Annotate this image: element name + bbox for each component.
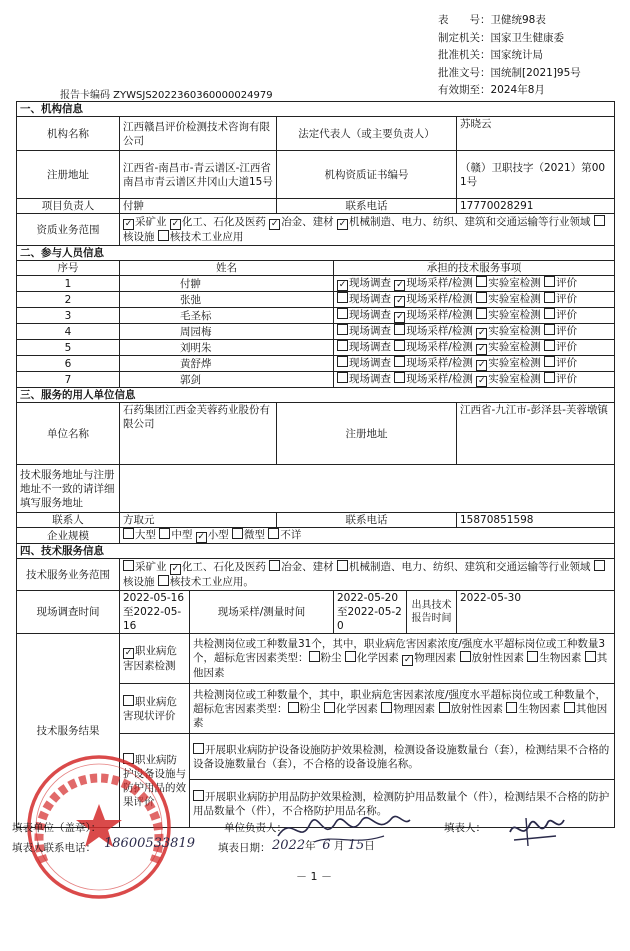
qual-scope-options xyxy=(120,214,615,246)
task-checkbox: ✓ xyxy=(477,376,486,386)
person-no: 7 xyxy=(17,372,120,388)
checkbox-label: 核设施 xyxy=(123,576,155,588)
enterprise-size-options xyxy=(120,528,615,544)
checkbox-label: 其他因素 xyxy=(193,652,608,679)
checkbox xyxy=(123,560,134,571)
task-checkbox: ✓ xyxy=(477,360,486,370)
task-checkbox xyxy=(544,292,555,303)
task-checkbox xyxy=(544,308,555,319)
client-contact-label: 联系人 xyxy=(17,513,120,528)
checkbox xyxy=(324,702,335,713)
checkbox-label: 物理因素 xyxy=(393,702,436,715)
task-checkbox xyxy=(544,340,555,351)
service-result-label: 技术服务结果 xyxy=(17,634,120,828)
task-checkbox xyxy=(394,324,405,335)
checkbox xyxy=(269,560,280,571)
person-row xyxy=(17,340,615,356)
checkbox-label: 核技术工业应用。 xyxy=(169,576,254,588)
sampling-time-value: 2022-05-20至2022-05-20 xyxy=(334,591,407,634)
valid-until: 有效期至：2024年8月 xyxy=(438,84,545,96)
checkbox-label: 采矿业 xyxy=(135,561,167,573)
client-name-label: 单位名称 xyxy=(17,403,120,465)
task-label: 评价 xyxy=(556,325,578,337)
person-tasks xyxy=(334,372,615,388)
task-label: 现场采样/检测 xyxy=(406,373,473,385)
result-detection-text: 职业病危害因素检测 xyxy=(123,645,177,672)
person-row xyxy=(17,356,615,372)
section-1-title: 一、机构信息 xyxy=(17,102,615,117)
checkbox xyxy=(345,651,356,662)
checkbox: ✓ xyxy=(403,655,412,665)
person-name: 张弛 xyxy=(120,292,334,308)
task-label: 现场调查 xyxy=(349,341,391,353)
enterprise-size-label: 企业规模 xyxy=(17,528,120,544)
page-number: － 1 － xyxy=(296,870,332,883)
checkbox-label: 物理因素 xyxy=(414,652,457,664)
unit-head-label: 单位负责人： xyxy=(224,822,287,834)
checkbox xyxy=(268,528,279,539)
task-label: 现场采样/检测 xyxy=(406,341,473,353)
checkbox-label: 机械制造、电力、纺织、建筑和交通运输等行业领域 xyxy=(349,561,591,573)
checkbox: ✓ xyxy=(270,219,279,229)
checkbox-label: 放射性因素 xyxy=(471,652,525,664)
checkbox-label: 化工、石化及医药 xyxy=(181,216,266,228)
legal-rep-value: 苏晓云 xyxy=(457,117,615,151)
filler-signature xyxy=(506,812,566,850)
fill-date-label: 填表日期： xyxy=(218,842,271,854)
result-detection-checkbox: ✓ xyxy=(124,648,133,658)
seq-header: 序号 xyxy=(17,261,120,276)
person-tasks xyxy=(334,292,615,308)
ppe-text: 开展职业病防护用品防护效果检测，检测防护用品数量个（件），检测结果不合格的防护用品数量个（件），不合格防护用品名称。 xyxy=(193,790,610,817)
checkbox-label: 粉尘 xyxy=(320,652,342,664)
task-label: 现场采样/检测 xyxy=(406,325,473,337)
task-label: 评价 xyxy=(556,373,578,385)
reg-address-value: 江西省-南昌市-青云谱区-江西省南昌市青云谱区井冈山大道15号 xyxy=(120,151,277,199)
task-checkbox: ✓ xyxy=(396,296,404,306)
checkbox-label: 采矿业 xyxy=(135,216,167,228)
org-name-label: 机构名称 xyxy=(17,117,120,151)
client-phone-value: 15870851598 xyxy=(457,513,615,528)
month-unit: 月 xyxy=(333,840,345,852)
task-label: 实验室检测 xyxy=(488,373,541,385)
person-no: 6 xyxy=(17,356,120,372)
checkbox-label: 核设施 xyxy=(123,231,155,243)
approver: 批准机关：国家统计局 xyxy=(438,49,543,61)
checkbox-label: 生物因素 xyxy=(539,652,582,664)
fill-month: 6 xyxy=(322,838,331,853)
person-tasks xyxy=(334,324,615,340)
project-lead-value: 付翀 xyxy=(120,199,277,214)
person-tasks xyxy=(334,308,615,324)
task-checkbox xyxy=(544,372,555,383)
task-label: 实验室检测 xyxy=(488,277,541,289)
filler-phone-label: 填表人联系电话： xyxy=(12,842,96,854)
task-label: 现场调查 xyxy=(349,373,391,385)
checkbox xyxy=(564,702,575,713)
task-label: 现场调查 xyxy=(349,325,391,337)
task-checkbox xyxy=(476,308,487,319)
result-protection-equipment xyxy=(190,734,615,780)
section-3-title: 三、服务的用人单位信息 xyxy=(17,388,615,403)
checkbox: ✓ xyxy=(171,564,180,574)
person-name: 黄舒烨 xyxy=(120,356,334,372)
result-detection-summary: 共检测岗位或工种数量31个，其中，职业病危害因素浓度/强度水平超标岗位或工种数量3个，超标危害因素类型： xyxy=(193,638,606,664)
fill-day: 15 xyxy=(347,838,365,853)
result-evaluation-summary: 共检测岗位或工种数量个，其中，职业病危害因素浓度/强度水平超标岗位或工种数量个，超标危害因素类型： xyxy=(193,688,607,715)
person-tasks xyxy=(334,356,615,372)
report-date-value: 2022-05-30 xyxy=(457,591,615,634)
person-no: 1 xyxy=(17,276,120,292)
checkbox xyxy=(159,528,170,539)
task-label: 实验室检测 xyxy=(488,357,541,369)
task-checkbox xyxy=(476,292,487,303)
task-checkbox xyxy=(337,292,348,303)
task-label: 现场采样/检测 xyxy=(406,357,473,369)
task-header: 承担的技术服务事项 xyxy=(334,261,615,276)
checkbox: ✓ xyxy=(338,219,347,229)
approval-number: 批准文号：国统制[2021]95号 xyxy=(438,66,581,79)
authority: 制定机关：国家卫生健康委 xyxy=(438,31,564,44)
checkbox-label: 其他因素 xyxy=(193,702,608,729)
person-no: 2 xyxy=(17,292,120,308)
equipment-text: 开展职业病防护设备设施防护效果检测，检测设备设施数量台（套），检测结果不合格的设备设施数量台（套），不合格的设备设施名称。 xyxy=(193,743,610,770)
task-checkbox xyxy=(476,276,487,287)
task-checkbox xyxy=(394,372,405,383)
checkbox xyxy=(594,560,605,571)
result-evaluation-text: 职业病危害现状评价 xyxy=(123,695,177,722)
person-row xyxy=(17,372,615,388)
checkbox xyxy=(506,702,517,713)
task-label: 实验室检测 xyxy=(488,293,541,305)
person-row xyxy=(17,324,615,340)
result-evaluation-detail xyxy=(190,684,615,734)
checkbox-label: 不详 xyxy=(280,529,302,541)
checkbox-label: 化工、石化及医药 xyxy=(181,561,266,573)
task-label: 实验室检测 xyxy=(488,325,541,337)
checkbox-label: 粉尘 xyxy=(299,702,321,715)
checkbox xyxy=(288,702,299,713)
task-checkbox xyxy=(544,356,555,367)
org-name-value: 江西赣昌评价检测技术咨询有限公司 xyxy=(120,117,277,151)
person-name: 付翀 xyxy=(120,276,334,292)
org-phone-value: 17770028291 xyxy=(457,199,615,214)
task-checkbox xyxy=(337,308,348,319)
task-checkbox xyxy=(544,276,555,287)
client-contact-value: 方取元 xyxy=(120,513,277,528)
person-name: 毛圣标 xyxy=(120,308,334,324)
report-form xyxy=(16,101,615,828)
checkbox: ✓ xyxy=(171,219,180,229)
task-label: 现场调查 xyxy=(349,293,391,305)
reg-address-label: 注册地址 xyxy=(17,151,120,199)
ppe-checkbox xyxy=(193,790,204,801)
task-label: 现场调查 xyxy=(349,277,391,289)
cert-number-label: 机构资质证书编号 xyxy=(277,151,457,199)
checkbox-label: 化学因素 xyxy=(335,702,378,715)
checkbox-label: 放射性因素 xyxy=(450,702,504,715)
task-label: 现场调查 xyxy=(349,357,391,369)
sampling-time-label: 现场采样/测量时间 xyxy=(190,591,334,634)
year-unit: 年 xyxy=(305,840,316,852)
name-header: 姓名 xyxy=(120,261,334,276)
person-tasks xyxy=(334,340,615,356)
person-no: 3 xyxy=(17,308,120,324)
report-code: 报告卡编码 ZYWSJS2022360360000024979 xyxy=(60,90,273,101)
task-label: 评价 xyxy=(556,277,578,289)
task-label: 评价 xyxy=(556,341,578,353)
service-address-label: 技术服务地址与注册地址不一致的请详细填写服务地址 xyxy=(17,465,120,513)
person-row xyxy=(17,276,615,292)
legal-rep-label: 法定代表人（或主要负责人） xyxy=(277,117,457,151)
task-checkbox: ✓ xyxy=(396,280,404,290)
task-label: 现场调查 xyxy=(349,309,391,321)
result-evaluation-label xyxy=(120,684,190,734)
task-checkbox: ✓ xyxy=(338,280,347,290)
client-reg-address-value: 江西省-九江市-彭泽县-芙蓉墩镇 xyxy=(457,403,615,465)
task-label: 评价 xyxy=(556,309,578,321)
person-row xyxy=(17,308,615,324)
checkbox-label: 化学因素 xyxy=(356,652,399,664)
task-checkbox: ✓ xyxy=(396,312,404,322)
fill-date xyxy=(272,838,375,853)
section-4-title: 四、技术服务信息 xyxy=(17,544,615,559)
fill-unit-label: 填表单位（盖章）： xyxy=(12,822,102,834)
task-checkbox xyxy=(337,340,348,351)
person-name: 郭剑 xyxy=(120,372,334,388)
cert-number-value: （赣）卫职技字（2021）第001号 xyxy=(457,151,615,199)
report-date-label: 出具技术报告时间 xyxy=(407,591,457,634)
task-checkbox: ✓ xyxy=(477,328,486,338)
person-no: 5 xyxy=(17,340,120,356)
result-evaluation-checkbox xyxy=(123,695,134,706)
task-checkbox: ✓ xyxy=(477,344,486,354)
checkbox xyxy=(460,651,471,662)
filler-phone-handwritten: 18600533819 xyxy=(104,836,195,851)
task-checkbox xyxy=(337,372,348,383)
person-tasks xyxy=(334,276,615,292)
day-unit: 日 xyxy=(364,840,375,852)
task-label: 现场采样/检测 xyxy=(406,277,473,289)
form-meta xyxy=(438,12,581,100)
result-detection-label xyxy=(120,634,190,684)
client-reg-address-label: 注册地址 xyxy=(277,403,457,465)
service-scope-options xyxy=(120,559,615,591)
task-checkbox xyxy=(394,340,405,351)
qual-scope-label: 资质业务范围 xyxy=(17,214,120,246)
person-row xyxy=(17,292,615,308)
task-label: 现场采样/检测 xyxy=(406,293,473,305)
checkbox xyxy=(585,651,596,662)
task-checkbox xyxy=(337,324,348,335)
checkbox xyxy=(309,651,320,662)
task-checkbox xyxy=(544,324,555,335)
checkbox-label: 机械制造、电力、纺织、建筑和交通运输等行业领域 xyxy=(349,216,591,228)
checkbox-label: 冶金、建材 xyxy=(281,561,334,573)
filler-label: 填表人： xyxy=(444,822,486,834)
task-label: 现场采样/检测 xyxy=(406,309,473,321)
task-label: 评价 xyxy=(556,293,578,305)
task-label: 实验室检测 xyxy=(488,309,541,321)
task-checkbox xyxy=(394,356,405,367)
checkbox-label: 大型 xyxy=(135,529,156,541)
equipment-checkbox xyxy=(193,743,204,754)
checkbox-label: 小型 xyxy=(207,529,229,541)
person-name: 刘明朱 xyxy=(120,340,334,356)
client-name-value: 石药集团江西金芙蓉药业股份有限公司 xyxy=(120,403,277,465)
checkbox xyxy=(439,702,450,713)
survey-time-label: 现场调查时间 xyxy=(17,591,120,634)
service-address-value xyxy=(120,465,615,513)
fill-year: 2022 xyxy=(272,838,306,853)
project-lead-label: 项目负责人 xyxy=(17,199,120,214)
task-label: 实验室检测 xyxy=(488,341,541,353)
checkbox xyxy=(337,560,348,571)
checkbox-label: 中型 xyxy=(171,529,193,541)
result-detection-detail xyxy=(190,634,615,684)
client-phone-label: 联系电话 xyxy=(277,513,457,528)
checkbox: ✓ xyxy=(197,532,205,542)
checkbox: ✓ xyxy=(124,219,133,229)
task-checkbox xyxy=(337,356,348,367)
org-phone-label: 联系电话 xyxy=(277,199,457,214)
checkbox xyxy=(594,215,605,226)
checkbox xyxy=(158,230,169,241)
checkbox xyxy=(158,575,169,586)
checkbox-label: 微型 xyxy=(244,529,266,541)
result-protection-text: 职业病防护设备设施与防护用品的效果评价 xyxy=(123,753,186,808)
checkbox xyxy=(381,702,392,713)
person-name: 周园梅 xyxy=(120,324,334,340)
service-scope-label: 技术服务业务范围 xyxy=(17,559,120,591)
checkbox xyxy=(123,528,134,539)
table-number: 表 号：卫健统98表 xyxy=(438,14,546,26)
section-2-title: 二、参与人员信息 xyxy=(17,246,615,261)
task-label: 评价 xyxy=(556,357,578,369)
survey-time-value: 2022-05-16至2022-05-16 xyxy=(120,591,190,634)
checkbox xyxy=(232,528,243,539)
checkbox-label: 核技术工业应用 xyxy=(169,231,244,243)
checkbox xyxy=(527,651,538,662)
checkbox-label: 冶金、建材 xyxy=(281,216,334,228)
person-no: 4 xyxy=(17,324,120,340)
checkbox-label: 生物因素 xyxy=(518,702,561,715)
